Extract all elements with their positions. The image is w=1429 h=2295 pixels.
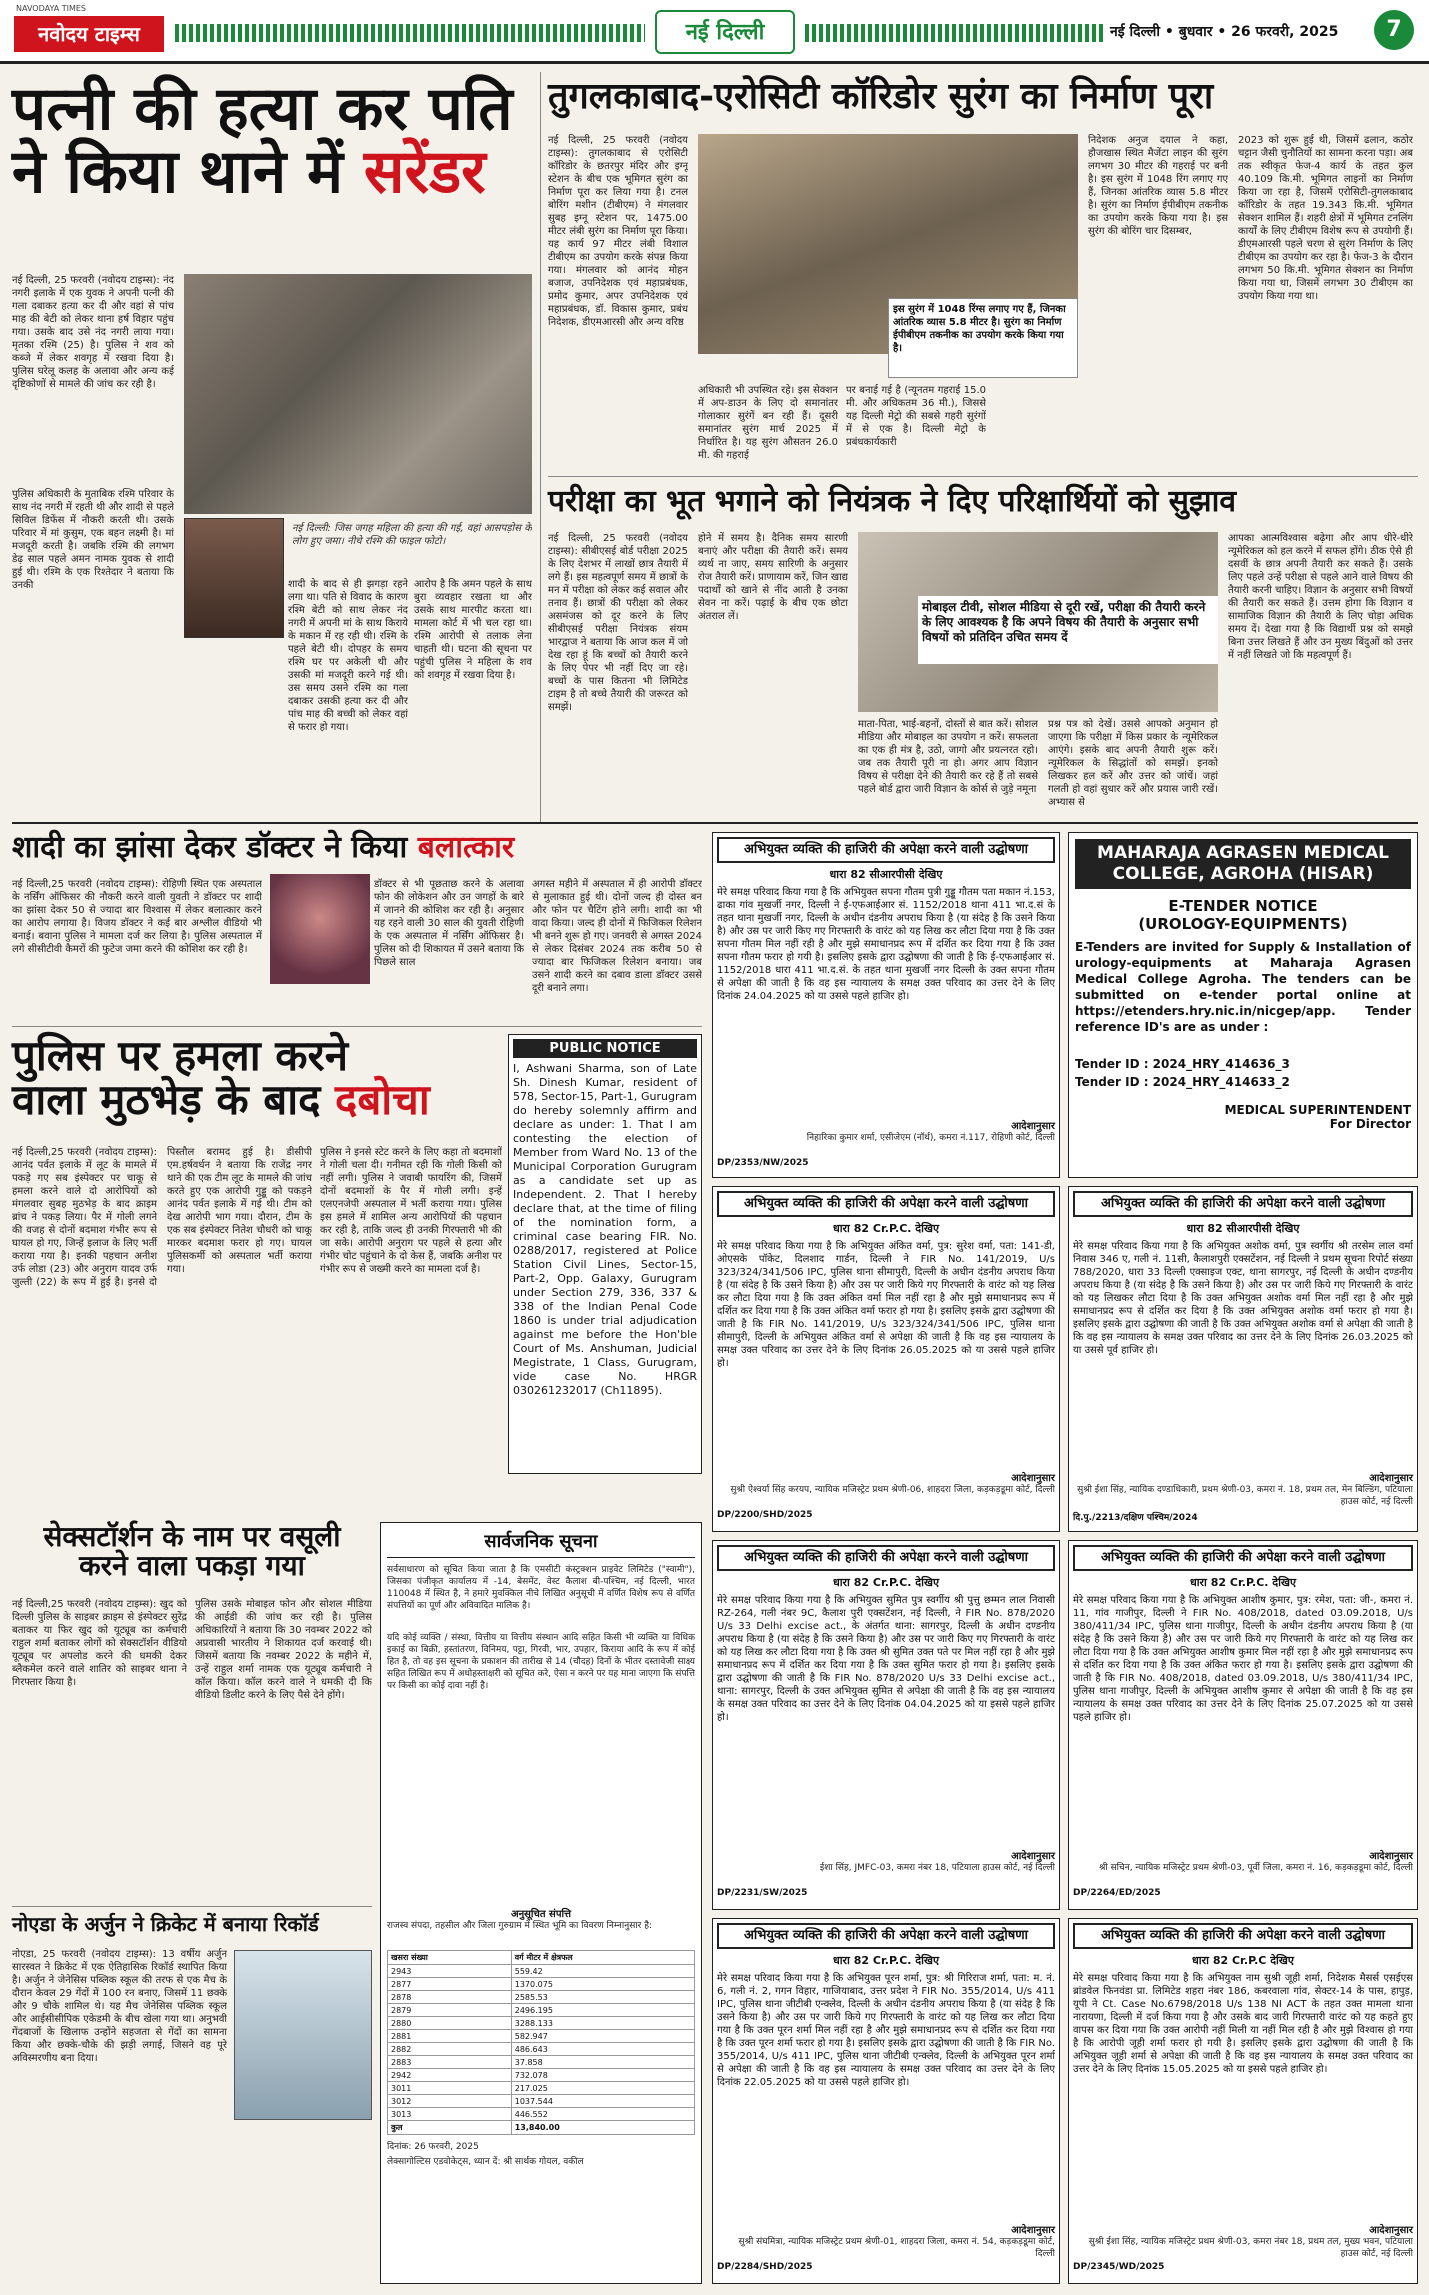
notice6-section: धारा 82 Cr.P.C. देखिए — [832, 1954, 940, 1967]
table-row: 3013 446.552 — [388, 2108, 695, 2121]
tender-id-1: Tender ID : 2024_HRY_414636_3 — [1075, 1057, 1290, 1071]
table-row: 2877 1370.075 — [388, 1978, 695, 1991]
story3-headline: परीक्षा का भूत भगाने को नियंत्रक ने दिए परिक्षार्थियों को सुझाव — [548, 484, 1237, 519]
proclamation-notice-5 — [1068, 1540, 1418, 1910]
brand-name: नवोदय टाइम्स — [38, 22, 140, 46]
story1-headline-line2: ने किया थाने में सरेंडर — [12, 137, 486, 207]
story5-headline-line2: वाला मुठभेड़ के बाद दबोचा — [12, 1075, 430, 1125]
public-info-body-b: यदि कोई व्यक्ति / संस्था, वित्तीय या वित्तीय संस्थान आदि सहित किसी भी व्यक्ति या विधिक इकाई का बिक्री, हस्तांतरण, विनिमय, पट्टा, गिरवी, भार, उपहार, किराया आदि के रूप में कोई हित है, तो वह इस सूचना के प्रकाशन की तारीख से 14 (चौदह) दिनों के भीतर दस्तावेजी साक्ष्य सहित लिखित रूप में अधोहस्ताक्षरी को सूचित करे, ऐसा न करने पर यह माना जाएगा कि संपत्ति पर किसी का कोई दावा नहीं है। — [387, 1633, 695, 1691]
notice6-dp-number: DP/2284/SHD/2025 — [717, 2262, 813, 2272]
story6-col2: पुलिस उसके मोबाइल फोन और सोशल मीडिया की आईडी की जांच कर रही है। पुलिस अधिकारियों ने बताया कि 30 नवम्बर 2022 को अप्रवासी भारतीय ने शिकायत दर्ज करवाई थी। जिसमें बताया कि नवम्बर 2022 के महीने में, उन्हें राहुल शर्मा नामक एक यूट्यूब कर्मचारी ने कॉल किया। कॉल करने वाले ने धमकी दी कि वीडियो डिलीट करने के लिए पैसे देने होंगे। — [195, 1599, 372, 1701]
notice1-title: अभियुक्त व्यक्ति की हाजिरी की अपेक्षा करने वाली उद्घोषणा — [717, 837, 1055, 863]
table-row: 3012 1037.544 — [388, 2095, 695, 2108]
divider-story4 — [12, 1026, 702, 1027]
divider-story2 — [548, 476, 1418, 477]
story1-body-a: नई दिल्ली, 25 फरवरी (नवोदय टाइम्स): नंद नगरी इलाके में एक युवक ने अपनी पत्नी की गला दबाकर हत्या कर दी और वहां से पांच माह की बेटी को लेकर थाना हर्ष विहार पहुंच गया। उसके बाद उसे नंद नगरी लाया गया। मृतका रश्मि (25) है। पुलिस ने शव को कब्जे में लेकर शवगृह में रखवा दिया है। पुलिस घरेलू कलह के अलावा और अन्य कई दृष्टिकोणों से मामले की जांच कर रही है। — [12, 275, 174, 390]
notice6-sign: सुश्री संघमित्रा, न्यायिक मजिस्ट्रेट प्रथम श्रेणी-01, शाहदरा जिला, कमरा नं. 54, कड़कड़डूमा कोर्ट, दिल्ली — [738, 2237, 1055, 2259]
story7-body: नोएडा, 25 फरवरी (नवोदय टाइम्स): 13 वर्षीय अर्जुन सारस्वत ने क्रिकेट में एक ऐतिहासिक रिकॉर्ड स्थापित किया है। अर्जुन ने जेनेसिस पब्लिक स्कूल की तरफ से एक मैच के दौरान केवल 29 गेंदों में 100 रन बनाए, जिसमें 11 छक्के और 9 चौके शामिल थे। यह मैच जेनेसिस पब्लिक स्कूल और आईसीसीपिक एकेडमी के बीच खेला गया था। अनुभवी गेंदबाजों के खिलाफ उन्होंने सहजता से गेंदों का सामना किया और छक्के-चौके की झड़ी लगाई, जिसने वह पूरे अविस्मरणीय बना दिया। — [12, 1949, 227, 2064]
notice3-order: आदेशानुसार — [1369, 1473, 1413, 1484]
story5-headline-line1: पुलिस पर हमला करने — [12, 1031, 349, 1080]
public-info-khasra-table — [387, 1950, 695, 2135]
notice2-order: आदेशानुसार — [1011, 1473, 1055, 1484]
story2-col4: निदेशक अनुज दयाल ने कहा, हौजखास स्थित मैजेंटा लाइन की सुरंग लगभग 30 मीटर की गहराई पर बनी है। इस सुरंग में 1048 रिंग लगाए गए हैं, जिनका आंतरिक व्यास 5.8 मीटर है। सुरंग का निर्माण ईपीबीएम तकनीक का उपयोग करके किया गया है। इस सुरंग की बोरिंग चार दिसम्बर, — [1088, 135, 1228, 237]
story3-col5: आपका आत्मविश्वास बढ़ेगा और आप धीरे-धीरे न्यूमेरिकल को हल करने में सफल होंगे। ठीक ऐसे ही दसवीं के छात्र अपनी तैयारी कर सकते हैं। उसके लिए पहले उन्हें परीक्षा से पहले आने वाले विषय की तैयारी करनी चाहिए। विज्ञान के अनुसार सभी विषयों की तैयारी कर सकते हैं। उत्तम होगा कि विज्ञान व सामाजिक विज्ञान की तैयारी के लिए चोड़ा अधिक समय दें। देखा गया है कि विद्यार्थी प्रश्न को समझे बिना उत्तर लिखते हैं और उन मुख्य बिंदुओं को उत्तर में नहीं लिखते जो कि महत्वपूर्ण हैं। — [1228, 533, 1413, 661]
table-header-khasra: खसरा संख्या — [388, 1951, 512, 1965]
public-info-title: सार्वजनिक सूचना — [387, 1529, 695, 1558]
story-doctor-rape — [12, 832, 702, 1022]
notice7-title: अभियुक्त व्यक्ति की हाजिरी की अपेक्षा करने वाली उद्घोषणा — [1073, 1923, 1413, 1949]
proclamation-notice-6 — [712, 1918, 1060, 2284]
public-notice-box — [508, 1034, 702, 1474]
public-info-date: दिनांक: 26 फरवरी, 2025 — [387, 2142, 479, 2152]
story6-col1: नई दिल्ली,25 फरवरी (नवोदय टाइम्स): खुद को दिल्ली पुलिस के साइबर क्राइम से इंस्पेक्टर सुरेंद्र बताकर या फिर खुद को यूट्यूब का कर्मचारी राहुल शर्मा बताकर लोगों को सेक्सटॉर्शन वीडियो यूट्यूब पर अपलोड करने की धमकी देकर ब्लैकमेल करने वाले शातिर को साइबर थाना ने गिरफ्तार किया है। — [12, 1599, 187, 1688]
notice1-body: मेरे समक्ष परिवाद किया गया है कि अभियुक्त सपना गौतम पुत्री गुड्डू गौतम पता मकान नं.153, ढाका गांव मुखर्जी नगर, दिल्ली ने ई-एफआईआर सं. 1152/2018 थाना 411 भा.द.सं के तहत थाना मुखर्जी नगर, दिल्ली के अधीन दंडनीय अपराध किया है (या संदेह है कि उसने किया है) और उस पर जारी किए गए गिरफ्तारी के वारंट को यह लिख कर लौटा दिया गया है कि उक्त सपना गौतम मिल नहीं रही है और मुझे समाधानप्रद रूप में दर्शित कर दिया गया है कि उक्त सपना गौतम फरार हो गयी है। इसलिए इसके द्वारा उद्घोषणा की जाती है कि ई-एफआईआर सं. 1152/2018 धारा 411 भा.द.सं. के तहत थाना मुखर्जी नगर दिल्ली के उक्त सपना गौतम से अपेक्षा की जाती है कि वह इस न्यायालय के समक्ष उक्त परिवाद का उत्तर देने के लिए दिनांक 24.04.2025 को या उससे पहले हाजिर हो। — [717, 887, 1055, 1002]
story7-player-photo — [234, 1950, 372, 2120]
notice4-title: अभियुक्त व्यक्ति की हाजिरी की अपेक्षा करने वाली उद्घोषणा — [717, 1545, 1055, 1571]
story1-body-b: पुलिस अधिकारी के मुताबिक रश्मि परिवार के साथ नंद नगरी में रहती थी और शादी से पहले सिविल डिफेंस में नौकरी करती थी। उसके परिवार में मां कुसुम, एक बहन लक्ष्मी है। मां मजदूरी करती है। जबकि रश्मि की लगभग डेढ़ साल पहले अमन नामक युवक से शादी हुई थी। रश्मि के एक रिश्तेदार ने बताया कि उनकी — [12, 489, 174, 591]
table-row: 2883 37.858 — [388, 2056, 695, 2069]
notice2-sign: सुश्री ऐश्वर्या सिंह करयप, न्यायिक मजिस्ट्रेट प्रथम श्रेणी-06, शाहदरा जिला, कड़कड़डूमा कोर्ट, दिल्ली — [730, 1485, 1055, 1495]
table-row: 3011 217.025 — [388, 2082, 695, 2095]
story2-callout-text: इस सुरंग में 1048 रिंग्स लगाए गए हैं, जिनका आंतरिक व्यास 5.8 मीटर है। सुरंग का निर्माण ईपीबीएम तकनीक का उपयोग करके किया गया है। — [893, 304, 1066, 354]
story5-headline — [12, 1031, 502, 1125]
notice5-order: आदेशानुसार — [1369, 1851, 1413, 1862]
notice2-title: अभियुक्त व्यक्ति की हाजिरी की अपेक्षा करने वाली उद्घोषणा — [717, 1191, 1055, 1217]
divider-story6 — [12, 1906, 372, 1907]
table-row: 2942 732.078 — [388, 2069, 695, 2082]
notice6-title: अभियुक्त व्यक्ति की हाजिरी की अपेक्षा करने वाली उद्घोषणा — [717, 1923, 1055, 1949]
notice5-section: धारा 82 Cr.P.C. देखिए — [1189, 1576, 1297, 1589]
public-info-schedule-text: राजस्व संपदा, तहसील और जिला गुरुग्राम में स्थित भूमि का विवरण निम्नानुसार है: — [387, 1921, 652, 1931]
notice4-body: मेरे समक्ष परिवाद किया गया है कि अभियुक्त सुमित पुत्र स्वर्गीय श्री पुत्तु छम्मन लाल निवासी RZ-264, गली नंबर 9C, कैलाश पुरी एक्सटेंशन, नई दिल्ली, ने FIR No. 878/2020 U/s 33 Delhi excise act., के अंतर्गत थाना: सागरपुर, दिल्ली के अधीन दण्डनीय अपराध किया है (या संदेह है कि उसने किया है) और उस पर जारी किए गए गिरफ्तारी के वारंट को यह लिख कर लौटा दिया गया है कि उक्त श्री सुमित उक्त पते पर मिल नहीं रहा है और मुझे समाधानप्रद रूप में दर्शित कर दिया गया है कि उक्त सुमित फरार हो गया है। इसलिए इसके द्वारा उद्घोषणा की जाती है कि FIR No. 878/2020 U/s 33 Delhi excise act., थाना: सागरपुर, दिल्ली के उक्त अभियुक्त सुमित से अपेक्षा की जाती है कि वह इस न्यायालय के समक्ष उक्त परिवाद का उत्तर देने के लिए दिनांक 04.04.2025 को या इससे पहले हाजिर हो। — [717, 1595, 1055, 1723]
tender-sign-a: MEDICAL SUPERINTENDENT — [1224, 1103, 1411, 1117]
table-row: 2882 486.643 — [388, 2043, 695, 2056]
story1-body-c: शादी के बाद से ही झगड़ा रहने लगा था। पति से विवाद के कारण रश्मि बेटी को साथ लेकर नंद नगरी में अपनी मां के साथ किराये के मकान में रह रही थी। रश्मि के पहले बेटी थी। दोपहर के समय रश्मि घर पर अकेली थी और उसकी मां मजदूरी करने गई थी। उस समय उसने रश्मि का गला दबाकर उसकी हत्या कर दी और पांच माह की बच्ची को लेकर वहां से फरार हो गया। — [288, 579, 408, 733]
notice7-order: आदेशानुसार — [1369, 2225, 1413, 2236]
story4-headline: शादी का झांसा देकर डॉक्टर ने किया बलात्कार — [12, 830, 515, 865]
notice6-body: मेरे समक्ष परिवाद किया गया है कि अभियुक्त पूरन शर्मा, पुत्र: श्री गिरिराज शर्मा, पता: म. नं. 6, गली नं. 2, गगन विहार, गाजियाबाद, उत्तर प्रदेश ने FIR No. 355/2014, U/s 411 IPC, पुलिस थाना जीटीबी एन्क्लेव, दिल्ली के अधीन दंडनीय अपराध किया है (या संदेह है कि उसने किया है) और उस पर जारी किये गए गिरफ्तारी के वारंट को यह लिख कर लौटा दिया गया है कि उक्त पूरन शर्मा मिल नहीं रहा है और मुझे समाधानप्रद रूप से दर्शित कर दिया गया है कि उक्त पूरन शर्मा फरार हो गया है। इसलिए इसके द्वारा उद्घोषणा की जाती है कि FIR No. 355/2014, U/s 411 IPC, पुलिस थाना जीटीबी एन्क्लेव, दिल्ली के अभियुक्त पूरन शर्मा से अपेक्षा की जाती है कि वह इस न्यायालय के समक्ष उक्त परिवाद का उत्तर देने के लिए दिनांक 22.05.2025 को या उससे पहले हाजिर हो। — [717, 1973, 1055, 2088]
notice1-sign: निहारिका कुमार शर्मा, एसीजेएम (नॉर्थ), कमरा नं.117, रोहिणी कोर्ट, दिल्ली — [806, 1133, 1055, 1143]
section-name: नई दिल्ली — [685, 19, 765, 45]
story4-col1: नई दिल्ली,25 फरवरी (नवोदय टाइम्स): रोहिणी स्थित एक अस्पताल के नर्सिंग ऑफिसर की नौकरी करने वाली युवती ने डॉक्टर पर शादी का झांसा देकर 50 से ज्यादा बार विश्वास में लेकर बलात्कार करने का आरोप लगाया है। विजय डॉक्टर ने कई बार अश्लील वीडियो भी बनाई। बवाना पुलिस ने मामला दर्ज कर लिया है। पुलिस अस्पताल में लगे सीसीटीवी कैमरों की फुटेज जमा करने की कोशिश कर रही है। — [12, 879, 262, 955]
story1-portrait-photo — [184, 518, 284, 638]
story5-col1: नई दिल्ली,25 फरवरी (नवोदय टाइम्स): आनंद पर्वत इलाके में लूट के मामले में पकड़े गए सब इंस्पेक्टर पर चाकू से हमला करने वाले दो आरोपियों को मंगलवार सुबह मुठभेड़ के बाद क्राइम ब्रांच ने पकड़ लिया। पैर में गोली लगने की वजह से दोनों बदमाश गंभीर रूप से घायल हो गए, जिन्हें इलाज के लिए भर्ती कराया गया है। इनकी पहचान अनीश उर्फ लोडा (23) और अनुराग यादव उर्फ जुल्ती (22) के रूप में हुई है। इनसे दो पिस्तौल बरामद हुई है। डीसीपी एम.हर्षवर्धन ने बताया कि राजेंद्र नगर थाने की एक टीम लूट के मामले की जांच करते हुए एक आरोपी गुड्डू को पकड़ने आनंद पर्वत इलाके में गई थी। टीम को देख आरोपी भाग गया। दौरान, टीम के एक सब इंस्पेक्टर नितेश चौधरी को चाकू मारकर बदमाश फरार हो गए। घायल पुलिसकर्मी को अस्पताल भर्ती कराया गया। — [12, 1147, 312, 1288]
table-total-row: कुल 13,840.00 — [388, 2121, 695, 2135]
story2-col5: 2023 को शुरू हुई थी, जिसमें ढलान, कठोर चट्टान जैसी चुनौतियों का सामना करना पड़ा। अब तक स्वीकृत फेज-4 कार्य के तहत कुल 40.109 कि.मी. भूमिगत लाइनों का निर्माण किया जा रहा है, जिसमें एरोसिटी-तुगलकाबाद कॉरिडोर के तहत 19.343 कि.मी. भूमिगत सेक्शन शामिल हैं। शहरी क्षेत्रों में भूमिगत टनलिंग कार्यों के लिए टीबीएम विशेष रूप से उपयोगी हैं। डीएमआरसी पहले चरण से सुरंग निर्माण के लिए टीबीएम का उपयोग कर रहा है। फेज-3 के दौरान लगभग 50 कि.मी. भूमिगत सेक्शन का निर्माण किया गया था, जिसमें लगभग 30 टीबीएम का उपयोग किया गया था। — [1238, 135, 1413, 302]
page-number: 7 — [1386, 17, 1402, 42]
story3-col1: नई दिल्ली, 25 फरवरी (नवोदय टाइम्स): सीबीएसई बोर्ड परीक्षा 2025 के लिए देशभर में लाखों छात्र तैयारी में लगे हैं। इस महत्वपूर्ण समय में छात्रों के मन में परीक्षा को लेकर कई सवाल और तनाव हैं। छात्रों की परीक्षा को लेकर असमंजस को दूर करने के लिए सीबीएसई परीक्षा नियंत्रक संयम भारद्वाज ने बताया कि आज कल में जो देख रहा हूं कि बच्चों को तैयारी करने के लिए पेपर भी नहीं दिए जा रहे। बच्चों के पास कितना भी लिमिटेड टाइम है तो बच्चे तैयारी की जरूरत को समझें। — [548, 533, 688, 713]
public-info-sign: लेक्सागोल्टिस एडवोकेट्स, ध्यान दें: श्री सार्थक गोयल, वकील — [387, 2157, 584, 2167]
tender-subtitle-b: (UROLOGY-EQUIPMENTS) — [1138, 915, 1348, 933]
tender-body: E-Tenders are invited for Supply & Installation of urology-equipments at Maharaja Agrasen Medical College Agroha. The tenders can be submitted on e-tender portal online at https://etenders.hry.nic.in/nicgep/app. Tender reference ID's are as under : — [1075, 940, 1411, 1034]
story3-callout-text: मोबाइल टीवी, सोशल मीडिया से दूरी रखें, परीक्षा की तैयारी करने के लिए आवश्यक है कि अपने विषय की तैयारी के अनुसार सभी विषयों को प्रतिदिन उचित समय दें — [922, 600, 1206, 644]
story-sextortion — [12, 1522, 372, 1902]
table-row: 2881 582.947 — [388, 2030, 695, 2043]
table-header-area: वर्ग मीटर में क्षेत्रफल — [511, 1951, 694, 1965]
public-notice-title: PUBLIC NOTICE — [513, 1039, 697, 1058]
story1-headline-highlight: सरेंडर — [363, 137, 486, 207]
story2-headline: तुगलकाबाद-एरोसिटी कॉरिडोर सुरंग का निर्माण पूरा — [548, 75, 1214, 117]
public-info-schedule-title: अनुसूचित संपत्ति — [510, 1909, 571, 1920]
notice7-section: धारा 82 Cr.P.C देखिए — [1192, 1954, 1294, 1967]
notice2-section: धारा 82 Cr.P.C. देखिए — [832, 1222, 940, 1235]
divider-left — [540, 72, 541, 822]
notice5-title: अभियुक्त व्यक्ति की हाजिरी की अपेक्षा करने वाली उद्घोषणा — [1073, 1545, 1413, 1571]
table-row: 2880 3288.133 — [388, 2017, 695, 2030]
story6-headline-line1: सेक्सटॉर्शन के नाम पर वसूली — [43, 1520, 341, 1553]
notice5-dp-number: DP/2264/ED/2025 — [1073, 1888, 1161, 1898]
notice1-section: धारा 82 सीआरपीसी देखिए — [829, 868, 943, 881]
notice2-dp-number: DP/2200/SHD/2025 — [717, 1510, 813, 1520]
notice4-section: धारा 82 Cr.P.C. देखिए — [832, 1576, 940, 1589]
proclamation-notice-1 — [712, 832, 1060, 1178]
story3-col2: होने में समय है। दैनिक समय सारणी बनाएं और परीक्षा की तैयारी करें। समय व्यर्थ ना जाए, समय सारिणी के अनुसार रोज तैयारी करें। प्राणायाम करें, जिन खाद्य पदार्थों को खाने से नींद आती है उनका सेवन ना करें। पढ़ाई के बीच एक छोटा अंतराल लें। — [698, 533, 848, 622]
public-info-box — [380, 1522, 702, 2284]
story-exam-tips — [548, 486, 1418, 816]
story6-headline — [12, 1522, 372, 1581]
masthead — [0, 0, 1429, 64]
brand-small: NAVODAYA TIMES — [16, 4, 87, 13]
story4-illustration — [270, 874, 370, 984]
notice3-section: धारा 82 सीआरपीसी देखिए — [1186, 1222, 1300, 1235]
page-number-badge — [1374, 10, 1414, 50]
stripe-left — [175, 24, 645, 42]
story5-headline-highlight: दबोचा — [335, 1075, 430, 1125]
story5-col2: पुलिस ने इनसे स्टेट करने के लिए कहा तो बदमाशों ने गोली चला दी। गनीमत रही कि गोली किसी को नहीं लगी। पुलिस ने जवाबी फायरिंग की, जिसमें दोनों बदमाशों के पैर में गोली लगी। इन्हें एलएनजेपी अस्पताल में भर्ती कराया गया। पुलिस इस हमले में शामिल अन्य आरोपियों की पहचान कर रही है, ताकि जल्द ही उनकी गिरफ्तारी भी की जा सके। आरोपी अनुराग पर पहले से हत्या और गंभीर चोट पहुंचाने के दो केस हैं, जबकि अनीश पर गंभीर रूप से जख्मी करने का मामला दर्ज है। — [320, 1147, 502, 1275]
notice3-sign: सुश्री ईशा सिंह, न्यायिक दण्डाधिकारी, प्रथम श्रेणी-03, कमरा नं. 18, प्रथम तल, मेन बिल्डिंग, पटियाला हाउस कोर्ट, नई दिल्ली — [1077, 1485, 1413, 1507]
story4-col3: अगस्त महीने में अस्पताल में ही आरोपी डॉक्टर से मुलाकात हुई थी। दोनों जल्द ही दोस्त बन और फोन पर चैटिंग होने लगी। शादी का भी वादा किया। जल्द ही दोनों में फिजिकल रिलेशन भी बनने शुरू हो गए। जनवरी से अगस्त 2024 से लेकर दिसंबर 2024 तक करीब 50 से ज्यादा बार फिजिकल रिलेशन बनाया। जब उसने शादी करने का दबाव डाला डॉक्टर उससे दूरी बनाने लगा। — [532, 879, 702, 994]
story2-col3: पर बनाई गई है (न्यूनतम गहराई 15.0 मी. और अधिकतम 36 मी.), जिससे यह दिल्ली मेट्रो की सबसे गहरी सुरंगों में से एक है। दिल्ली मेट्रो के प्रबंधकार्यकारी — [846, 385, 986, 448]
notice5-sign: श्री सचिन, न्यायिक मजिस्ट्रेट प्रथम श्रेणी-03, पूर्वी जिला, कमरा नं. 16, कड़कड़डूमा कोर्ट, दिल्ली — [1099, 1863, 1413, 1873]
proclamation-notice-7 — [1068, 1918, 1418, 2284]
story1-headline-line1: पत्नी की हत्या कर पति — [12, 74, 513, 144]
table-row: 2879 2496.195 — [388, 2004, 695, 2017]
notice4-dp-number: DP/2231/SW/2025 — [717, 1888, 808, 1898]
tender-notice — [1068, 832, 1418, 1178]
tender-id-2: Tender ID : 2024_HRY_414633_2 — [1075, 1075, 1290, 1089]
story4-headline-highlight: बलात्कार — [417, 830, 515, 865]
notice7-body: मेरे समक्ष परिवाद किया गया है कि अभियुक्त नाम सुश्री जूही शर्मा, निदेशक मैसर्स एसईएस ब्रांडवेल फिनवंडा प्रा. लिमिटेड शहरा नंबर 186, कबरवाला गांव, सेक्टर-14 के पास, हापुड़, यूपी ने Ct. Case No.6798/2018 U/s 138 NI ACT के तहत उक्त मामला थाना नारायणा, दिल्ली में दर्ज किया गया है और उसके बाद जारी गिरफ्तारी वारंट को यह कहते हुए वापस कर दिया गया कि उक्त आरोपी नहीं मिली या नहीं मिल रही है और मुझे विश्वास हो गया है कि आरोपी जूही शर्मा फरार हो गयी है। इसलिए इसके द्वारा उद्घोषणा की जाती है कि अभियुक्त जूही शर्मा से अपेक्षा की जाती है कि वह इस न्यायालय के समक्ष उक्त परिवाद का उत्तर देने के लिए दिनांक 15.05.2025 को या इससे पहले हाजिर हो। — [1073, 1973, 1413, 2075]
story7-headline: नोएडा के अर्जुन ने क्रिकेट में बनाया रिकॉर्ड — [12, 1912, 319, 1936]
tender-title: MAHARAJA AGRASEN MEDICAL COLLEGE, AGROHA (HISAR) — [1075, 839, 1411, 889]
story4-col2: डॉक्टर से भी पूछताछ करने के अलावा फोन की लोकेशन और उन जगहों के बारे में जानने की कोशिश कर रही है। अनुसार यह रहने वाली 30 साल की युवती रोहिणी के एक अस्पताल में नर्सिंग ऑफिसर है। पुलिस को दी शिकायत में उसने बताया कि पिछले साल — [374, 879, 524, 968]
notice4-sign: ईशा सिंह, JMFC-03, कमरा नंबर 18, पटियाला हाउस कोर्ट, नई दिल्ली — [819, 1863, 1055, 1873]
notice3-dp-number: दि.पु./2213/दक्षिण पश्चिम/2024 — [1073, 1513, 1198, 1523]
tender-subtitle-a: E-TENDER NOTICE — [1168, 897, 1318, 915]
notice6-order: आदेशानुसार — [1011, 2225, 1055, 2236]
notice7-dp-number: DP/2345/WD/2025 — [1073, 2262, 1165, 2272]
notice3-title: अभियुक्त व्यक्ति की हाजिरी की अपेक्षा करने वाली उद्घोषणा — [1073, 1191, 1413, 1217]
proclamation-notice-3 — [1068, 1186, 1418, 1532]
notice7-sign: सुश्री ईशा सिंह, न्यायिक मजिस्ट्रेट प्रथम श्रेणी-03, कमरा नंबर 18, प्रथम तल, मुख्य भवन, पटियाला हाउस कोर्ट, नई दिल्ली — [1088, 2237, 1413, 2259]
story3-col3: माता-पिता, भाई-बहनों, दोस्तों से बात करें। सोशल मीडिया और मोबाइल का उपयोग न करें। सफलता का एक ही मंत्र है, उठो, जागो और प्रयत्नरत रहो। जब तक तैयारी पूरी ना हो। अगर आप विज्ञान विषय से परीक्षा देने की तैयारी कर रहे हैं तो सबसे पहले बोर्ड द्वारा जारी विज्ञान के कोर्स से जुड़े नमूना — [858, 719, 1038, 795]
story-wife-murder — [12, 74, 532, 818]
story2-col1: नई दिल्ली, 25 फरवरी (नवोदय टाइम्स): तुगलकाबाद से एरोसिटी कॉरिडोर के छतरपुर मंदिर और इग्नू स्टेशन के बीच एक भूमिगत सुरंग का निर्माण पूरा कर लिया गया है। टनल बोरिंग मशीन (टीबीएम) ने मंगलवार सुबह इग्नू स्टेशन पर, 1475.00 मीटर लंबी सुरंग का निर्माण पूरा किया। यह कार्य 97 मीटर लंबी विशाल टीबीएम का उपयोग करके संपन्न किया गया। मंगलवार को आनंद मोहन बजाज, उपनिदेशक एवं महाप्रबंधक, प्रमोद कुमार, अपर उपनिदेशक एवं महाप्रबंधक, डॉ. विकास कुमार, प्रबंध निदेशक, डीएमआरसी और अन्य वरिष्ठ — [548, 135, 688, 328]
notice1-dp-number: DP/2353/NW/2025 — [717, 1158, 809, 1168]
divider-top-section — [12, 822, 1418, 824]
table-header-row — [388, 1951, 695, 1965]
public-info-body-a: सर्वसाधारण को सूचित किया जाता है कि एमसीटी कंस्ट्रक्शन प्राइवेट लिमिटेड ("स्वामी"), जिसका पंजीकृत कार्यालय में -14, बेसमेंट, वेस्ट कैलाश बी-पश्चिम, नई दिल्ली, भारत 110048 में स्थित है, ने हमारे मुवक्किल नीचे लिखित अनुसूची में वर्णित विशेष रूप से वर्णित संपत्तियों का पूर्ण और अविवादित मालिक है। — [387, 1565, 695, 1611]
table-row: 2878 2585.53 — [388, 1991, 695, 2004]
notice1-order: आदेशानुसार — [1011, 1121, 1055, 1132]
story6-headline-line2: करने वाला पकड़ा गया — [79, 1549, 305, 1583]
story1-crowd-photo — [184, 274, 532, 514]
story1-caption: नई दिल्ली: जिस जगह महिला की हत्या की गई, वहां आसपड़ोस के लोग हुए जमा। नीचे रश्मि की फाइल फोटो। — [292, 523, 532, 547]
story3-callout — [918, 596, 1218, 664]
section-title — [655, 10, 795, 54]
table-row: 2943 559.42 — [388, 1965, 695, 1978]
story-cricket-record — [12, 1914, 372, 2284]
notice5-body: मेरे समक्ष परिवाद किया गया है कि अभियुक्त आशीष कुमार, पुत्र: रमेश, पता: जी-, कमरा नं. 11, गांव गाजीपुर, दिल्ली ने FIR No. 408/2018, dated 03.09.2018, U/s 380/411/34 IPC, पुलिस थाना गाजीपुर, दिल्ली के अधीन दंडनीय अपराध किया है (या संदेह है कि उसने किया है) और उस पर जारी किये गए गिरफ्तारी के वारंट को यह लिख कर लौटा दिया गया है कि उक्त अभियुक्त आशीष कुमार मिल नहीं रहा है और मुझे समाधानप्रद रूप से दर्शित कर दिया गया है कि उक्त अंकित फरार हो गया है। इसलिए इसके द्वारा उद्घोषणा की जाती है कि FIR No. 408/2018, dated 03.09.2018, U/s 380/411/34 IPC, पुलिस थाना गाजीपुर, दिल्ली के अभियुक्त आशीष कुमार से अपेक्षा की जाती है कि वह इस न्यायालय के समक्ष उक्त परिवाद का उत्तर देने के लिए दिनांक 25.07.2025 को या उससे पहले हाजिर हो। — [1073, 1595, 1413, 1723]
story1-headline — [12, 74, 532, 207]
date-line: नई दिल्ली • बुधवार • 26 फरवरी, 2025 — [1110, 24, 1339, 40]
notice2-body: मेरे समक्ष परिवाद किया गया है कि अभियुक्त अंकित वर्मा, पुत्र: सुरेश वर्मा, पता: 141-डी, ओएसके पॉकेट, दिलशाद गार्डन, दिल्ली ने FIR No. 141/2019, U/s 323/324/341/506 IPC, पुलिस थाना सीमापुरी, दिल्ली के अधीन दंडनीय अपराध किया है (या संदेह है कि उसने किया है) और उस पर जारी किये गए गिरफ्तारी के वारंट को यह लिख कर लौटा दिया गया है कि उक्त अंकित वर्मा मिल नहीं रहा है और मुझे समाधानप्रद रूप में दर्शित कर दिया गया है कि उक्त अंकित वर्मा फरार हो गया है। इसलिए इसके द्वारा उद्घोषणा की जाती है कि FIR No. 141/2019, U/s 323/324/341/506 IPC, पुलिस थाना सीमापुरी, दिल्ली के अभियुक्त अंकित वर्मा से अपेक्षा की जाती है कि वह इस न्यायालय के समक्ष उक्त परिवाद का उत्तर देने के लिए दिनांक 26.05.2025 को या उससे पहले हाजिर हो। — [717, 1241, 1055, 1369]
notice3-body: मेरे समक्ष परिवाद किया गया है कि अभियुक्त अशोक वर्मा, पुत्र स्वर्गीय श्री तरसेम लाल वर्मा निवास 346 ए, गली नं. 11सी, कैलाशपुरी एक्सटेंशन, नई दिल्ली ने प्रथम सूचना रिपोर्ट संख्या 788/2020, धारा 33 दिल्ली एक्साइज एक्ट, थाना सागरपुर, नई दिल्ली के अधीन दण्डनीय अपराध किया है (या संदेह है कि उसने किया है) और उस पर जारी किये गए गिरफ्तारी के वारंट को यह लिखकर लौटा दिया है कि उक्त अभियुक्त अशोक वर्मा मिल नहीं रहा है और मुझे समाधानप्रद रूप से दर्शित कर दिया है कि उक्त अभियुक्त अशोक वर्मा फरार हो गया है। इसलिए इसके द्वारा उद्घोषणा की जाती है कि उक्त अभियुक्त अशोक वर्मा से अपेक्षा की जाती है कि वह इस न्यायालय के समक्ष उक्त परिवाद का उत्तर देने के लिए दिनांक 26.03.2025 को या उससे पूर्व हाजिर हो। — [1073, 1241, 1413, 1356]
proclamation-notice-4 — [712, 1540, 1060, 1910]
story1-body-d: आरोप है कि अमन पहले के साथ बुरा व्यवहार रखता था और उसके साथ मारपीट करता था। मामला कोर्ट में भी चल रहा था। रश्मि आरोपी से तलाक लेना चाहती थी। घटना की सूचना पर पहुंची पुलिस ने महिला के शव को शवगृह में रखवा दिया है। — [414, 579, 532, 681]
story2-col2: अधिकारी भी उपस्थित रहे। इस सेक्शन में अप-डाउन के लिए दो समानांतर गोलाकार सुरंगें बन रही हैं। दूसरी समानांतर सुरंग मार्च 2025 में निर्धारित है। यह सुरंग औसतन 26.0 मी. की गहराई — [698, 385, 838, 461]
story-tunnel — [548, 75, 1418, 473]
notice4-order: आदेशानुसार — [1011, 1851, 1055, 1862]
story-police-attack — [12, 1031, 502, 1514]
stripe-right — [805, 24, 1105, 42]
public-notice-body: I, Ashwani Sharma, son of Late Sh. Dinesh Kumar, resident of 578, Sector-15, Part-1, Gurugram do hereby solemnly affirm and declare as under: 1. That I am contesting the election of Member from Ward No. 13 of the Municipal Corporation Gurugram as a candidate set up as Independent. 2. That I hereby declare that, at the time of filing of the nomination form, a criminal case bearing FIR. No. 0288/2017, registered at Police Station Civil Lines, Sector-15, Part-2, Opp. Galaxy, Gurugram under Section 279, 336, 337 & 338 of the Indian Penal Code 1860 is under trial adjudication against me before the Hon'ble Court of Ms. Anshuman, Judicial Megistrate, 1 Class, Gurugram, vide case No. HRGR 030261232017 (Ch11895). — [513, 1062, 697, 1397]
brand-logo — [14, 16, 164, 52]
proclamation-notice-2 — [712, 1186, 1060, 1532]
story3-col4: प्रश्न पत्र को देखें। उससे आपको अनुमान हो जाएगा कि परीक्षा में किस प्रकार के न्यूमेरिकल आएंगे। इसके बाद अपनी तैयारी शुरू करें। न्यूमेरिकल के सिद्धांतों को समझें। इनको लिखकर हल करें और उत्तर को जांचें। जहां गलती हो वहां सुधार करें और प्रयास जारी रखें। अभ्यास से — [1048, 719, 1218, 808]
story2-callout — [888, 298, 1078, 378]
tender-sign-b: For Director — [1329, 1117, 1411, 1131]
